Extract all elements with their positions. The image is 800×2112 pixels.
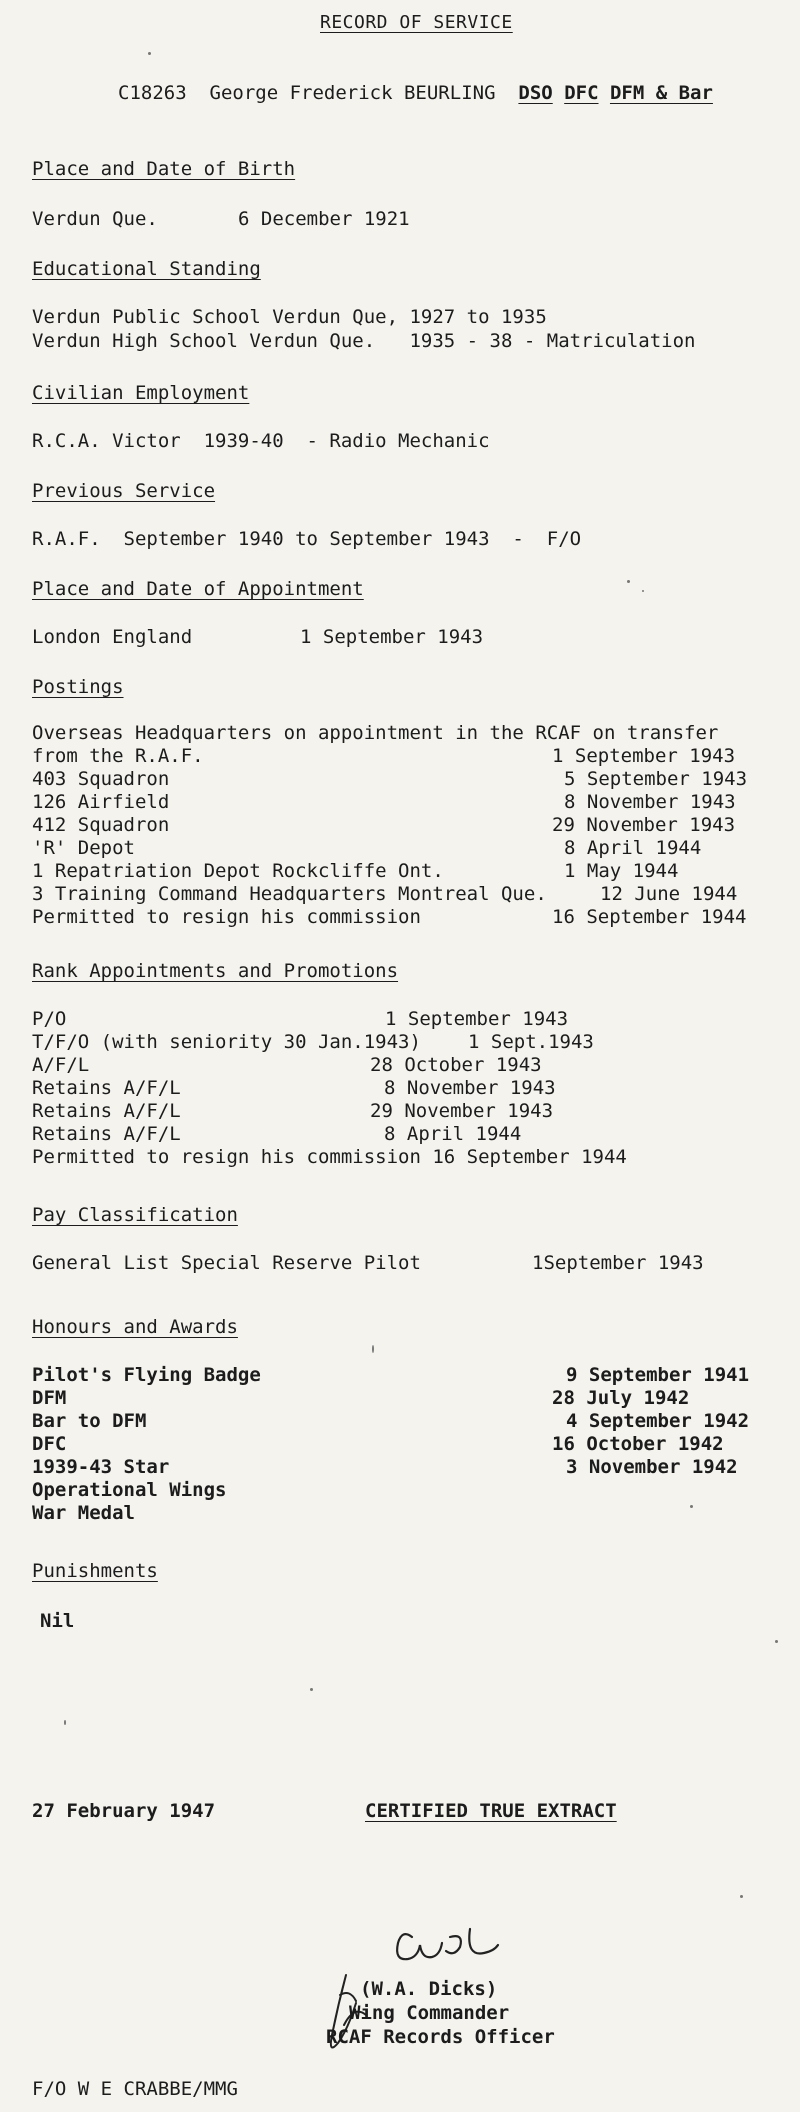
scan-speck [740, 1895, 743, 1898]
rank-date: 28 October 1943 [370, 1054, 542, 1076]
scan-speck [775, 1640, 778, 1643]
rank-final: Permitted to resign his commission 16 September 1944 [32, 1146, 627, 1168]
rank-label: A/F/L [32, 1054, 90, 1076]
birth-date: 6 December 1921 [238, 208, 410, 230]
honour-label: War Medal [32, 1502, 135, 1524]
honour-date: 3 November 1942 [566, 1456, 738, 1478]
scan-speck [148, 52, 151, 55]
employment-heading: Civilian Employment [32, 382, 250, 404]
punishments-value: Nil [40, 1610, 75, 1632]
name-line [118, 82, 713, 104]
education-line: Verdun Public School Verdun Que, 1927 to 1935 [32, 306, 547, 328]
birth-heading: Place and Date of Birth [32, 158, 296, 180]
posting-date: 1 May 1944 [564, 860, 679, 882]
document-title: RECORD OF SERVICE [320, 12, 513, 33]
posting-label: 126 Airfield [32, 791, 170, 813]
honour-date: 4 September 1942 [566, 1410, 750, 1432]
punishments-heading: Punishments [32, 1560, 158, 1582]
honour-date: 9 September 1941 [566, 1364, 750, 1386]
decoration-dfc: DFC [564, 82, 599, 104]
decoration-dfm-bar: DFM & Bar [609, 82, 713, 104]
honour-label: 1939-43 Star [32, 1456, 170, 1478]
appointment-heading: Place and Date of Appointment [32, 578, 364, 600]
scan-speck [690, 1505, 693, 1508]
honour-label: Operational Wings [32, 1479, 227, 1501]
posting-label: 'R' Depot [32, 837, 135, 859]
honours-heading: Honours and Awards [32, 1316, 238, 1338]
scan-speck [372, 1345, 374, 1353]
posting-date: 5 September 1943 [564, 768, 748, 790]
honour-label: DFC [32, 1433, 67, 1455]
honour-label: DFM [32, 1387, 67, 1409]
pay-date: 1September 1943 [532, 1252, 704, 1274]
postings-intro: Overseas Headquarters on appointment in the RCAF on transfer [32, 722, 719, 744]
scan-speck [642, 590, 644, 592]
rank-label: Retains A/F/L [32, 1100, 181, 1122]
honour-label: Pilot's Flying Badge [32, 1364, 261, 1386]
pay-heading: Pay Classification [32, 1204, 238, 1226]
rank-heading: Rank Appointments and Promotions [32, 960, 399, 982]
posting-date: 12 June 1944 [600, 883, 738, 905]
scan-speck [310, 1688, 313, 1691]
certification-date: 27 February 1947 [32, 1800, 216, 1822]
member-name: George Frederick BEURLING [209, 82, 496, 104]
appointment-place: London England [32, 626, 193, 648]
honour-date: 28 July 1942 [552, 1387, 690, 1409]
rank-label: P/O [32, 1008, 67, 1030]
previous-service-line: R.A.F. September 1940 to September 1943 - F/O [32, 528, 582, 550]
posting-label: 412 Squadron [32, 814, 170, 836]
posting-date: 8 November 1943 [564, 791, 736, 813]
rank-label: Retains A/F/L [32, 1077, 181, 1099]
posting-date: 29 November 1943 [552, 814, 736, 836]
rank-label: T/F/O (with seniority 30 Jan.1943) [32, 1031, 421, 1053]
certified-true-extract: CERTIFIED TRUE EXTRACT [365, 1800, 617, 1822]
clerk-reference: F/O W E CRABBE/MMG [32, 2078, 238, 2100]
education-heading: Educational Standing [32, 258, 261, 280]
rank-date: 29 November 1943 [370, 1100, 554, 1122]
rank-date: 1 Sept.1943 [468, 1031, 594, 1053]
signatory-rank: Wing Commander [349, 2002, 510, 2024]
rank-date: 8 November 1943 [384, 1077, 556, 1099]
posting-label: from the R.A.F. [32, 745, 204, 767]
rank-date: 1 September 1943 [385, 1008, 569, 1030]
posting-label: 3 Training Command Headquarters Montreal Que. [32, 883, 547, 905]
signatory-name: (W.A. Dicks) [360, 1978, 498, 2000]
service-number: C18263 [118, 82, 187, 104]
birth-place: Verdun Que. [32, 208, 158, 230]
scan-speck [64, 1720, 66, 1725]
scan-speck [627, 580, 630, 583]
postings-heading: Postings [32, 676, 124, 698]
pay-label: General List Special Reserve Pilot [32, 1252, 421, 1274]
posting-date: 8 April 1944 [564, 837, 702, 859]
posting-label: 403 Squadron [32, 768, 170, 790]
posting-date: 16 September 1944 [552, 906, 747, 928]
education-line: Verdun High School Verdun Que. 1935 - 38 - Matriculation [32, 330, 696, 352]
rank-date: 8 April 1944 [384, 1123, 522, 1145]
posting-label: Permitted to resign his commission [32, 906, 421, 928]
decoration-dso: DSO [518, 82, 553, 104]
employment-line: R.C.A. Victor 1939-40 - Radio Mechanic [32, 430, 490, 452]
posting-label: 1 Repatriation Depot Rockcliffe Ont. [32, 860, 444, 882]
signatory-title: RCAF Records Officer [326, 2026, 555, 2048]
previous-service-heading: Previous Service [32, 480, 216, 502]
appointment-date: 1 September 1943 [300, 626, 484, 648]
honour-label: Bar to DFM [32, 1410, 147, 1432]
posting-date: 1 September 1943 [552, 745, 736, 767]
rank-label: Retains A/F/L [32, 1123, 181, 1145]
honour-date: 16 October 1942 [552, 1433, 724, 1455]
